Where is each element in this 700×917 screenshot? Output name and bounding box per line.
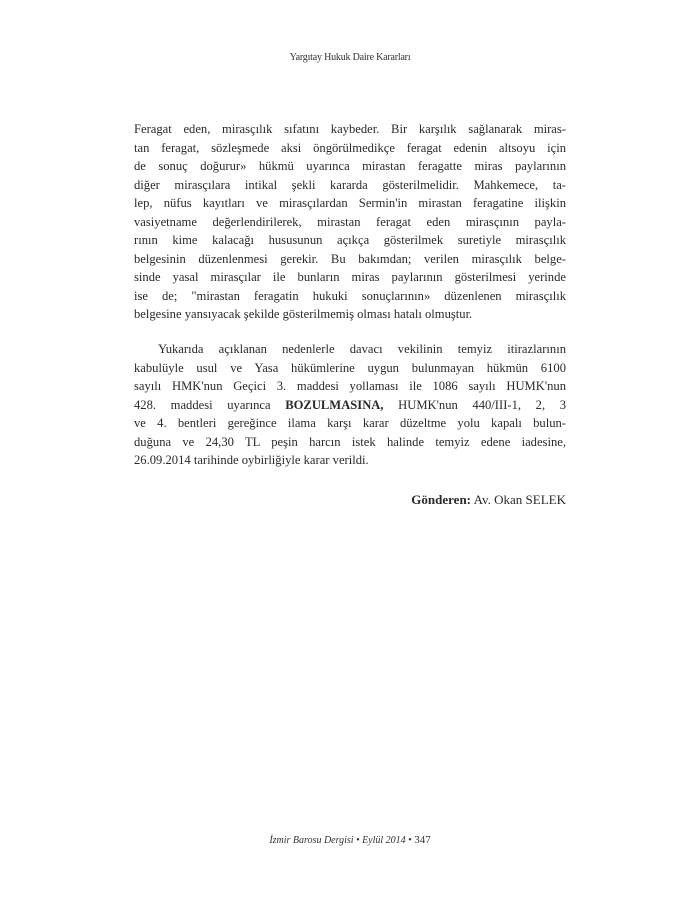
text-line: [134, 396, 566, 415]
text-line: ve 4. bentleri gereğince ilama karşı karar düzeltme yolu kapalı bulun-: [134, 416, 566, 430]
paragraph-1: [134, 120, 566, 324]
text-line: vasiyetname değerlendirilerek, mirastan feragat eden mirasçının payla-: [134, 214, 566, 229]
ruling-bold: BOZULMASINA,: [285, 397, 384, 412]
signature-name: Av. Okan SELEK: [473, 492, 566, 507]
text-line: Yukarıda açıklanan nedenlerle davacı vekilinin temyiz itirazlarının: [158, 342, 566, 356]
text-line: de sonuç doğurur» hükmü uyarınca mirastan feragatte miras paylarının: [134, 159, 566, 173]
text-line: sinde yasal mirasçılar ile bunların miras paylarının gösterilmesi yerinde: [134, 270, 566, 284]
paragraph-2: [134, 340, 566, 470]
signature: [411, 492, 566, 508]
text-line: kabulüyle usul ve Yasa hükümlerine uygun bulunmayan hükmün 6100: [134, 360, 566, 375]
text-line: rının kime kalacağı hususunun açıkça gösterilmek suretiyle mirasçılık: [134, 233, 566, 247]
text-line: Feragat eden, mirasçılık sıfatını kaybeder. Bir karşılık sağlanarak miras-: [134, 122, 566, 136]
signature-label: Gönderen:: [411, 492, 472, 507]
text-line: tan feragat, sözleşmede aksi öngörülmedikçe feragat edenin altsoyu için: [134, 140, 566, 155]
text-line: ise de; "mirastan feragatin hukuki sonuçlarının» düzenlenen mirasçılık: [134, 288, 566, 303]
text-line: belgesine yansıyacak şekilde gösterilmemiş olması hatalı olmuştur.: [134, 307, 473, 321]
text-line: belgesinin düzenlenmesi gerekir. Bu bakımdan; verilen mirasçılık belge-: [134, 251, 566, 266]
text-segment: 428. maddesi uyarınca: [134, 397, 286, 412]
page-number: 347: [414, 834, 431, 846]
text-line: duğuna ve 24,30 TL peşin harcın istek halinde temyiz edene iadesine,: [134, 434, 566, 449]
text-line: lep, nüfus kayıtları ve mirasçılardan Sermin'in mirastan feragatine ilişkin: [134, 196, 566, 210]
text-line: sayılı HMK'nun Geçici 3. maddesi yollaması ile 1086 sayılı HUMK'nun: [134, 379, 566, 393]
text-line: diğer mirasçılara intikal şekli kararda gösterilmelidir. Mahkemece, ta-: [134, 177, 566, 192]
journal-info: İzmir Barosu Dergisi • Eylül 2014 •: [269, 835, 412, 846]
page-footer: [0, 834, 700, 846]
text-line: 26.09.2014 tarihinde oybirliğiyle karar verildi.: [134, 453, 369, 467]
running-header: Yargıtay Hukuk Daire Kararları: [289, 52, 411, 63]
text-segment: HUMK'nun 440/III-1, 2, 3: [383, 397, 567, 412]
